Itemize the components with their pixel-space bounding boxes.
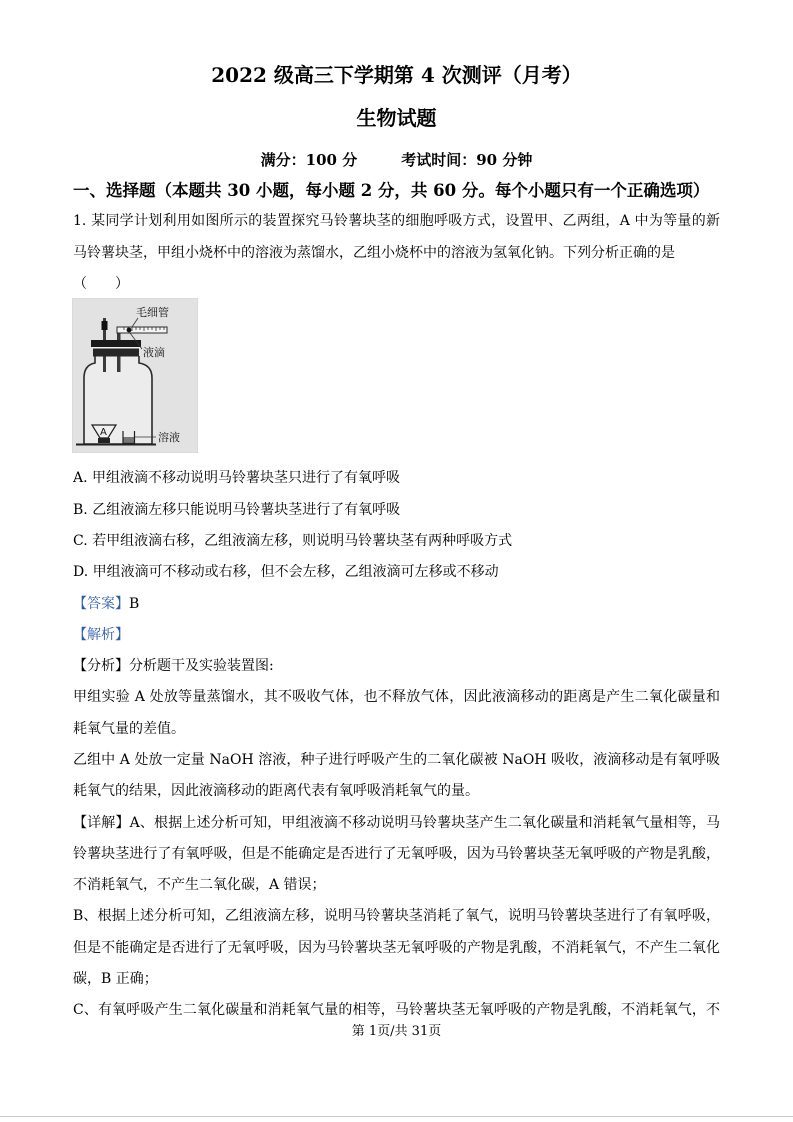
analysis-line: 耗氧气的结果，因此液滴移动的距离代表有氧呼吸消耗氧气的量。 <box>73 783 479 800</box>
capillary-tube <box>117 327 167 333</box>
exam-title: 2022 级高三下学期第 4 次测评（月考） <box>211 63 582 87</box>
details-line: 碳，B 正确； <box>73 971 158 988</box>
container-a-label: A <box>100 427 107 439</box>
stopper-gap <box>92 347 140 349</box>
answer-value: B <box>129 595 140 612</box>
details-line: 但是不能确定是否进行了无氧呼吸，因为马铃薯块茎无氧呼吸的产物是乳酸，不消耗氧气，不产生二氧化 <box>73 939 720 956</box>
details-label: 【详解】 <box>73 814 130 831</box>
exam-time: 考试时间：90 分钟 <box>401 151 533 169</box>
question-1 <box>73 206 720 1026</box>
analysis-line: 耗氧气量的差值。 <box>73 720 185 737</box>
option-d: D. 甲组液滴可不移动或右移，但不会左移，乙组液滴可左移或不移动 <box>73 564 499 581</box>
table-surface <box>76 444 156 446</box>
analysis-label: 【分析】 <box>73 658 129 675</box>
page-number: 第 1页/共 31页 <box>351 1024 442 1039</box>
solution-label: 溶液 <box>158 431 180 445</box>
details-text: A、根据上述分析可知，甲组液滴不移动说明马铃薯块茎产生二氧化碳量和消耗氧气量相等，马 <box>129 814 720 831</box>
section-heading: 一、选择题（本题共 30 小题，每小题 2 分，共 60 分。每个小题只有一个正确选项） <box>73 181 710 200</box>
left-tube-cap <box>102 321 108 330</box>
exam-info <box>0 145 793 175</box>
answer-blank: （ ） <box>73 275 129 292</box>
analysis-line: 乙组中 A 处放一定量 NaOH 溶液，种子进行呼吸产生的二氧化碳被 NaOH 吸收，液滴移动是有氧呼吸 <box>73 752 720 768</box>
answer-line <box>73 589 720 620</box>
figure-container <box>73 300 720 463</box>
subject-title: 生物试题 <box>356 106 437 130</box>
apparatus-figure <box>72 298 198 453</box>
stopper-top <box>91 340 141 347</box>
capillary-label: 毛细管 <box>136 306 169 320</box>
details-line: B、根据上述分析可知，乙组液滴左移，说明马铃薯块茎消耗了氧气，说明马铃薯块茎进行了有氧呼吸， <box>73 908 720 925</box>
droplet-label: 液滴 <box>143 346 165 360</box>
details-line: 不消耗氧气，不产生二氧化碳，A 错误； <box>73 877 326 894</box>
option-a: A. 甲组液滴不移动说明马铃薯块茎只进行了有氧呼吸 <box>73 470 401 487</box>
explanation-label: 【解析】 <box>73 626 129 643</box>
beaker-liquid <box>124 437 135 443</box>
details-line: C、有氧呼吸产生二氧化碳量和消耗氧气量的相等，马铃薯块茎无氧呼吸的产物是乳酸，不消耗氧气，不 <box>73 1002 720 1019</box>
page-bottom-rule <box>0 1116 793 1117</box>
details-line <box>73 808 720 839</box>
analysis-line: 甲组实验 A 处放等量蒸馏水，其不吸收气体，也不释放气体，因此液滴移动的距离是产生二氧化碳量和 <box>73 689 720 706</box>
option-b: B. 乙组液滴左移只能说明马铃薯块茎进行了有氧呼吸 <box>73 501 401 518</box>
answer-label: 【答案】 <box>73 595 129 612</box>
option-c: C. 若甲组液滴右移，乙组液滴左移，则说明马铃薯块茎有两种呼吸方式 <box>73 532 513 549</box>
analysis-line <box>73 651 720 682</box>
analysis-text: 分析题干及实验装置图: <box>129 658 274 675</box>
question-stem-line: 马铃薯块茎，甲组小烧杯中的溶液为蒸馏水，乙组小烧杯中的溶液为氢氧化钠。下列分析正确的是 <box>73 244 675 261</box>
full-score: 满分：100 分 <box>260 151 358 169</box>
container-a-stand <box>98 438 110 443</box>
stopper-bottom <box>93 349 139 357</box>
droplet <box>127 328 132 333</box>
details-line: 铃薯块茎进行了有氧呼吸，但是不能确定是否进行了无氧呼吸，因为马铃薯块茎无氧呼吸的产物是乳酸， <box>73 845 720 862</box>
question-stem-line: 1. 某同学计划利用如图所示的装置探究马铃薯块茎的细胞呼吸方式，设置甲、乙两组，A 中为等量的新 <box>73 213 720 230</box>
